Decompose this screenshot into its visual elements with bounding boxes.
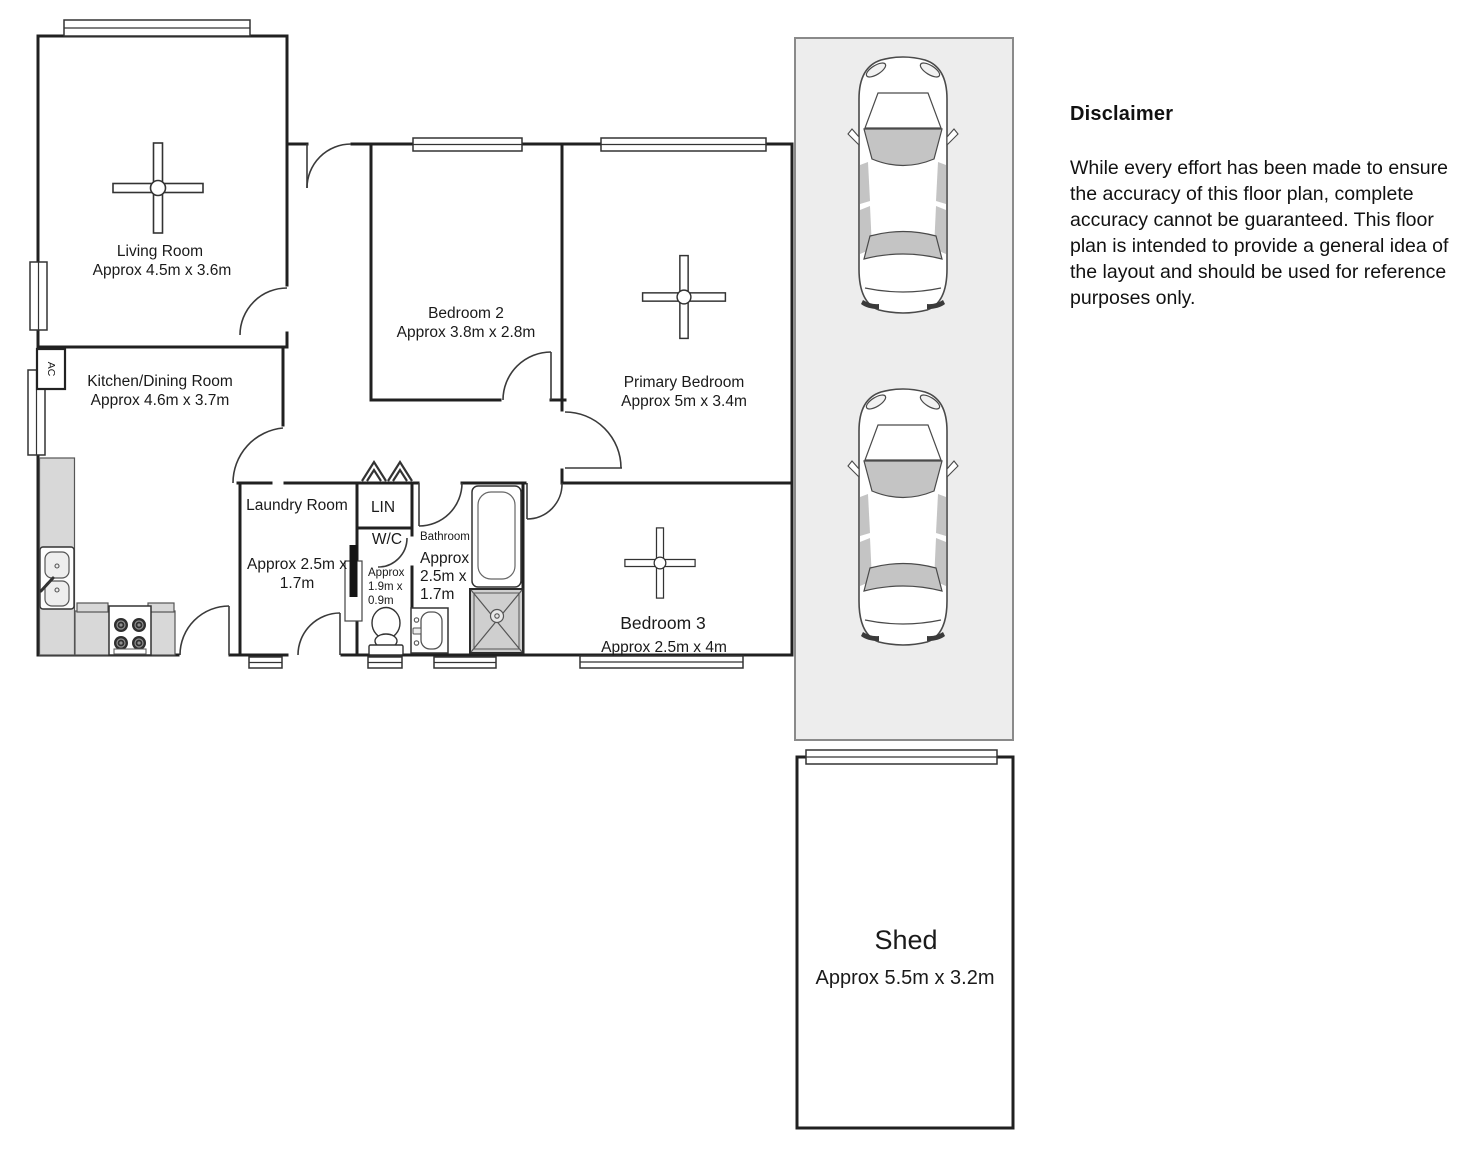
shower-icon [470, 589, 523, 653]
ac-unit [37, 349, 65, 389]
living-room-label: Living Room [116, 243, 204, 260]
shed-door [806, 750, 997, 764]
laundry-label: Laundry Room [246, 497, 348, 514]
primary-bedroom-window [601, 138, 766, 151]
wc-step [368, 657, 402, 668]
bedroom2-door [503, 352, 551, 400]
laundry-step [249, 657, 282, 668]
living-room-dims: Approx 4.5m x 3.6m [92, 262, 232, 279]
bedroom2-label: Bedroom 2 [428, 305, 504, 322]
bedroom2-dims: Approx 3.8m x 2.8m [396, 324, 536, 341]
living-room-door [240, 288, 287, 335]
disclaimer-body: While every effort has been made to ensure the accuracy of this floor plan, complete accuracy cannot be guaranteed. This floor plan is intended to provide a general idea of the layout and should be used for reference purposes only. [1070, 157, 1449, 309]
bathroom-dims-1: Approx [420, 550, 470, 567]
shed [797, 750, 1013, 1128]
ceiling-fan-icon [113, 143, 203, 233]
car-icon [848, 389, 958, 645]
bedroom2-window [413, 138, 522, 151]
living-room-window-left [30, 262, 47, 330]
disclaimer-title: Disclaimer [1070, 103, 1174, 125]
ceiling-fan-icon [643, 256, 726, 339]
living-room-window-top [64, 20, 250, 36]
disclaimer-block [1070, 103, 1450, 311]
kitchen-dims: Approx 4.6m x 3.7m [90, 392, 230, 409]
kitchen-sink-icon [40, 547, 74, 609]
room-labels [87, 243, 747, 656]
wc-label: W/C [371, 531, 403, 548]
kitchen-hall-door [233, 428, 283, 483]
sliding-door [345, 545, 362, 621]
shed-label: Shed [874, 925, 938, 955]
bedroom3-window [580, 656, 743, 668]
ac-label: AC [45, 361, 57, 377]
bedroom3-label: Bedroom 3 [620, 613, 706, 633]
wc-dims-1: Approx [368, 567, 405, 579]
bathroom-dims-3: 1.7m [420, 586, 455, 603]
wc-dims-2: 1.9m x [368, 581, 403, 593]
primary-bedroom-dims: Approx 5m x 3.4m [621, 393, 747, 410]
bathroom-label: Bathroom [420, 531, 470, 543]
bedroom3-door [527, 483, 562, 519]
bathroom-step [434, 657, 496, 668]
car-icon [848, 57, 958, 313]
bedroom3-dims: Approx 2.5m x 4m [601, 639, 727, 656]
primary-bedroom-label: Primary Bedroom [623, 374, 745, 391]
linen-door-chevrons [362, 462, 412, 481]
vanity-sink-icon [411, 608, 448, 653]
stove-icon [109, 606, 151, 655]
laundry-dims-1: Approx 2.5m x [247, 556, 347, 573]
kitchen-exterior-door [180, 606, 229, 655]
linen-label: LIN [370, 499, 396, 516]
wc-dims-3: 0.9m [368, 595, 394, 607]
bathroom-dims-2: 2.5m x [420, 568, 467, 585]
bathtub-icon [472, 486, 521, 587]
primary-bedroom-door [565, 412, 622, 468]
front-door [307, 144, 351, 188]
toilet-icon [369, 608, 403, 656]
laundry-dims-2: 1.7m [279, 575, 315, 592]
bathroom-door [419, 483, 462, 526]
laundry-exterior-door [298, 613, 340, 655]
shed-dims: Approx 5.5m x 3.2m [815, 967, 995, 989]
kitchen-label: Kitchen/Dining Room [87, 373, 233, 390]
ceiling-fan-icon [625, 528, 695, 598]
carport [795, 38, 1013, 740]
